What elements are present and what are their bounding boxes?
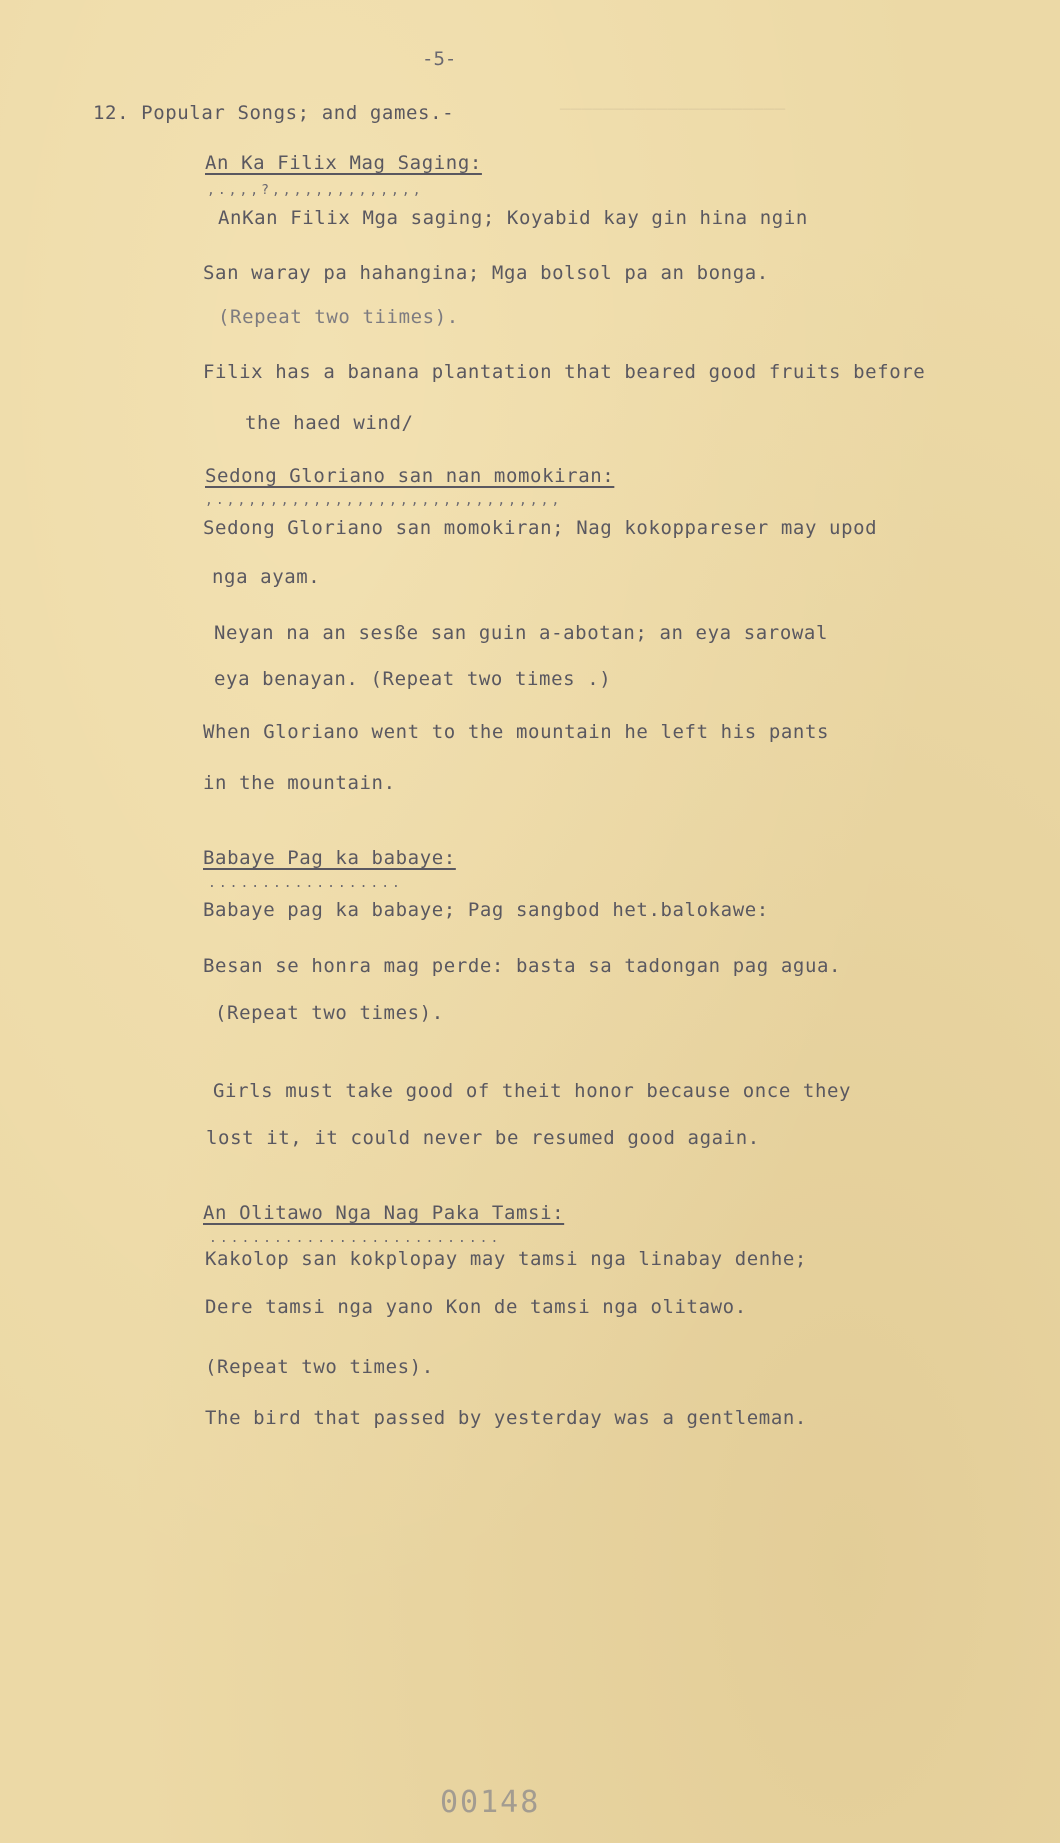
song-line: San waray pa hahangina; Mga bolsol pa an bonga. xyxy=(203,262,769,284)
song-line: Sedong Gloriano san momokiran; Nag kokoppareser may upod xyxy=(203,517,878,539)
archive-stamp: 00148 xyxy=(440,1785,541,1820)
song-line: AnKan Filix Mga saging; Koyabid kay gin hina ngin xyxy=(218,207,808,229)
song-line: (Repeat two times). xyxy=(205,1356,434,1378)
song-line: (Repeat two times). xyxy=(215,1002,444,1024)
song-line: eya benayan. (Repeat two times .) xyxy=(214,668,612,690)
song-line: Kakolop san kokplopay may tamsi nga linabay denhe; xyxy=(205,1248,807,1270)
song-line: (Repeat two tiimes). xyxy=(218,306,459,328)
song-line: lost it, it could never be resumed good again. xyxy=(206,1127,760,1149)
accent-marks: .................. xyxy=(208,876,403,891)
page-number: -5- xyxy=(422,48,457,70)
song-line: Babaye pag ka babaye; Pag sangbod het.balokawe: xyxy=(203,899,769,921)
song-line: Dere tamsi nga yano Kon de tamsi nga olitawo. xyxy=(205,1296,747,1318)
song-line: nga ayam. xyxy=(212,566,321,588)
accent-marks: ,.,,,,,,,,,,,,,,,,,,,,,,,,,,,,,,, xyxy=(205,493,563,508)
song-line: the haed wind/ xyxy=(245,412,414,434)
song-line: Neyan na an sesße san guin a-abotan; an eya sarowal xyxy=(214,622,828,644)
bleed-through: ───────────────────── xyxy=(560,100,786,120)
section-heading: 12. Popular Songs; and games.- xyxy=(93,102,455,124)
song-line: Girls must take good of theit honor because once they xyxy=(213,1080,852,1102)
song-line: in the mountain. xyxy=(203,772,396,794)
song-line: When Gloriano went to the mountain he left his pants xyxy=(203,721,830,743)
song-title: An Olitawo Nga Nag Paka Tamsi: xyxy=(203,1202,565,1224)
accent-marks: ,.,,,?,,,,,,,,,,,,,, xyxy=(207,183,424,198)
song-title: Babaye Pag ka babaye: xyxy=(203,847,456,869)
song-line: Besan se honra mag perde: basta sa tadongan pag agua. xyxy=(203,955,842,977)
accent-marks: ........................... xyxy=(209,1231,502,1246)
song-line: Filix has a banana plantation that beared good fruits before xyxy=(203,361,926,383)
song-line: The bird that passed by yesterday was a gentleman. xyxy=(205,1407,807,1429)
song-title: An Ka Filix Mag Saging: xyxy=(205,152,482,174)
song-title: Sedong Gloriano san nan momokiran: xyxy=(205,465,615,487)
